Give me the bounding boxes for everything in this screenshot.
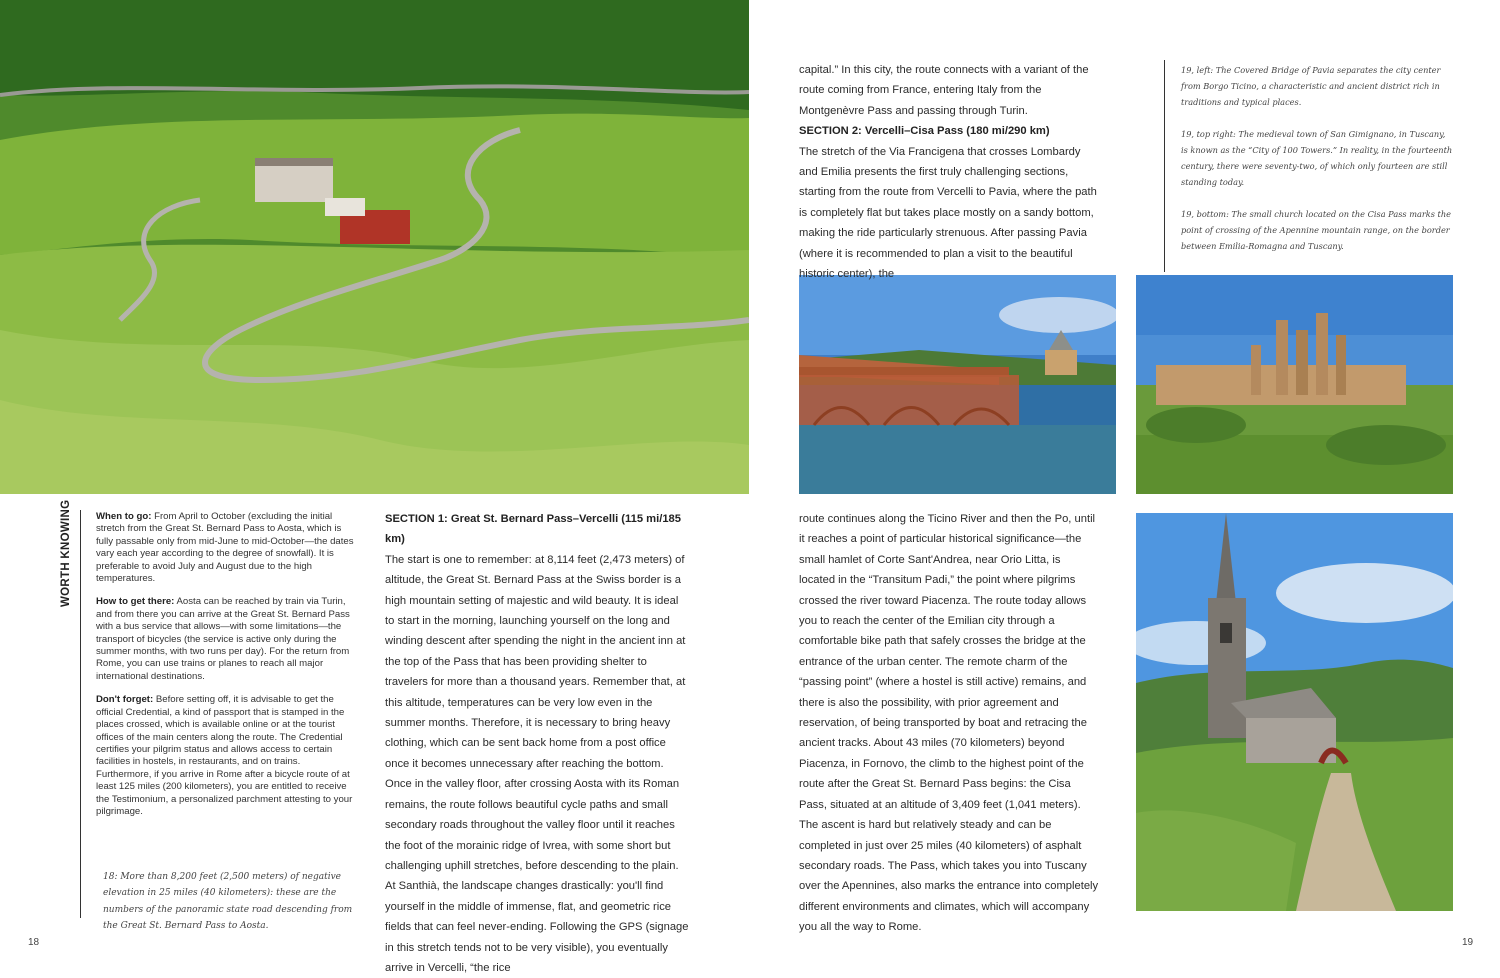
section-1-heading: SECTION 1: Great St. Bernard Pass–Vercelli (115 mi/185 km): [385, 513, 681, 546]
how-to-get-there-paragraph: [96, 596, 354, 683]
sidebar-rule: [80, 510, 81, 918]
how-heading: How to get there:: [96, 596, 175, 608]
when-text: From April to October (excluding the initial stretch from the Great St. Bernard Pass to Aosta, which is fully passable only from mid-June to mid-October—the dates vary each year according to the degree of snowfall). It is preferable to avoid July and August due to the high temperatures.: [96, 511, 354, 585]
cisa-church-photo: [1136, 513, 1453, 911]
caption-19-bottom: 19, bottom: The small church located on the Cisa Pass marks the point of crossing of the Apennine mountain range, on the border between Emilia-Romagna and Tuscany.: [1181, 209, 1451, 251]
section-1-text: The start is one to remember: at 8,114 feet (2,473 meters) of altitude, the Great St. Bernard Pass at the Swiss border is a high mountain setting of majestic and wild beauty. It is ideal to start in the morning, launching yourself on the long and winding descent after spending the night in the ancient inn at the top of the Pass that has been providing shelter to travelers for more than a thousand years. Remember that, at this altitude, temperatures can be very low even in the summer months. Therefore, it is necessary to bring heavy clothing, which can be sent back home from a post office once it becomes unnecessary after reaching the bottom. Once in the valley floor, after crossing Aosta with its Roman remains, the route follows beautiful cycle paths and small secondary roads throughout the valley floor until it reaches the foot of the morainic ridge of Ivrea, with some short but challenging uphill stretches, before descending to the plain. At Santhià, the landscape changes drastically: you'll find yourself in the middle of immense, flat, and geometric rice fields that can feel never-ending. Following the GPS (signage in this stretch tends not to be very visible), you eventually arrive in Vercelli, “the rice: [385, 553, 689, 974]
caption-18: 18: More than 8,200 feet (2,500 meters) of negative elevation in 25 miles (40 kilometers): these are the numbers of the panoramic state road descending from the Great St. Bernard Pass to Aosta.: [103, 872, 353, 932]
mountain-pass-photo: [0, 0, 749, 494]
captions-19: [1181, 62, 1453, 270]
forget-text: Before setting off, it is advisable to get the official Credential, a kind of passport that is stamped in the places crossed, which is available online or at the tourist offices of the main centers along the route. The Credential certifies your pilgrim status and allows access to certain facilities in hostels, in restaurants, and on trains. Furthermore, if you arrive in Rome after a bicycle route of at least 125 miles (200 kilometers), you are entitled to receive the Testimonium, a personalized parchment attesting to your pilgrimage.: [96, 694, 353, 817]
pavia-bridge-photo: [799, 275, 1116, 494]
san-gimignano-photo: [1136, 275, 1453, 494]
section-2-continued-text: route continues along the Ticino River and then the Po, until it reaches a point of particular historical significance—the small hamlet of Corte Sant'Andrea, near Orio Litta, is located in the “Transitum Padi,” the point where pilgrims crossed the river toward Piacenza. The route today allows you to reach the center of the Emilian city through a comfortable bike path that safely crosses the bridge at the entrance of the urban center. The remote charm of the “passing point” (where a hostel is still active) remains, and there is also the possibility, with prior agreement and reservation, of being transported by boat and retracing the ancient tracks. About 43 miles (70 kilometers) beyond Piacenza, in Fornovo, the climb to the highest point of the route after the Great St. Bernard Pass begins: the Cisa Pass, situated at an altitude of 3,409 feet (1,041 meters). The ascent is hard but relatively steady and can be completed in just over 25 miles (40 kilometers) of asphalt secondary roads. The Pass, which takes you into Tuscany over the Apennines, also marks the entrance into completely different environments and climates, which will accompany you all the way to Rome.: [799, 513, 1099, 934]
when-heading: When to go:: [96, 511, 152, 522]
when-to-go-paragraph: [96, 511, 354, 585]
worth-knowing-label: [58, 499, 76, 609]
section-2-text: The stretch of the Via Francigena that crosses Lombardy and Emilia presents the first truly challenging sections, starting from the route from Vercelli to Pavia, where the path is completely flat but takes place mostly on a sandy bottom, making the ride particularly strenuous. After passing Pavia (where it is recommended to plan a visit to the beautiful historic center), the: [799, 145, 1097, 281]
top-column: [799, 60, 1099, 284]
worth-knowing-box: [96, 511, 354, 829]
page-number-right: 19: [1462, 937, 1474, 948]
caption-19-top-right: 19, top right: The medieval town of San Gimignano, in Tuscany, is known as the “City of 100 Towers.” In reality, in the fourteenth century, there were seventy-two, of which only fourteen are still standing today.: [1181, 129, 1453, 187]
section-2-heading: SECTION 2: Vercelli–Cisa Pass (180 mi/290 km): [799, 125, 1050, 138]
continuation-text: capital.” In this city, the route connects with a variant of the route coming from France, entering Italy from the Montgenèvre Pass and passing through Turin.: [799, 64, 1089, 117]
dont-forget-paragraph: [96, 694, 354, 818]
how-text: Aosta can be reached by train via Turin, and from there you can arrive at the Great St. Bernard Pass with a bus service that allows—with some limitations—the transport of bicycles (the service is active only during the summer months, with two runs per day). For the return from Rome, you can use trains or planes to reach all major international destinations.: [96, 596, 350, 682]
section-2-continued-column: [799, 509, 1099, 938]
forget-heading: Don't forget:: [96, 694, 154, 706]
section-1-column: [385, 509, 690, 978]
page-number-left: 18: [28, 937, 40, 948]
captions-rule: [1164, 60, 1165, 272]
caption-19-left: 19, left: The Covered Bridge of Pavia separates the city center from Borgo Ticino, a characteristic and ancient district rich in traditions and typical places.: [1181, 65, 1441, 107]
worth-knowing-title: WORTH KNOWING: [60, 499, 72, 607]
